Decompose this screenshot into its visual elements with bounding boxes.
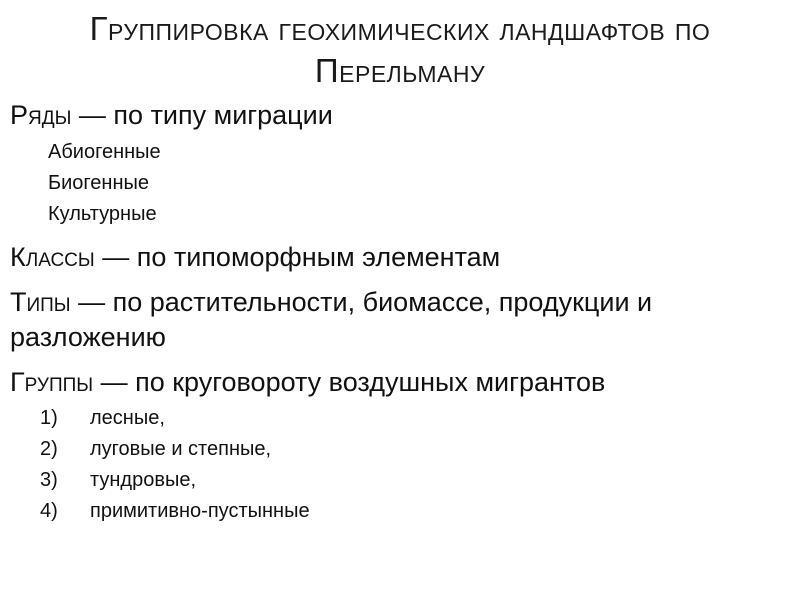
list-item: Культурные <box>48 203 157 225</box>
bullet-ryady <box>10 98 780 133</box>
bullet-lead: Классы <box>10 242 95 272</box>
item-text: тундровые, <box>90 469 197 491</box>
item-number: 3) <box>40 469 58 491</box>
item-number: 2) <box>40 438 58 460</box>
numbered-item <box>40 434 780 465</box>
item-text: примитивно-пустынные <box>90 500 310 522</box>
bullet-lead: Типы <box>10 287 71 317</box>
groups-numbered-list <box>40 403 780 527</box>
migration-types-list <box>48 137 780 230</box>
bullet-klassy <box>10 240 780 275</box>
list-item: Биогенные <box>48 172 149 194</box>
bullet-text: — по типоморфным элементам <box>94 242 501 272</box>
item-text: луговые и степные, <box>90 438 272 460</box>
item-number: 4) <box>40 500 58 522</box>
slide-content <box>10 98 780 527</box>
bullet-text: — по круговороту воздушных мигрантов <box>93 367 606 397</box>
bullet-lead: Группы <box>10 367 94 397</box>
numbered-item <box>40 465 780 496</box>
bullet-lead: Ряды <box>10 100 72 130</box>
item-number: 1) <box>40 407 58 429</box>
numbered-item <box>40 496 780 527</box>
bullet-text: — по растительности, биомассе, продукции и разложению <box>10 287 653 352</box>
slide-title: Группировка геохимических ландшафтов по Перельману <box>89 10 711 89</box>
list-item: Абиогенные <box>48 141 161 163</box>
bullet-tipy <box>10 285 780 355</box>
numbered-item <box>40 403 780 434</box>
bullet-text: — по типу миграции <box>71 100 333 130</box>
item-text: лесные, <box>90 407 165 429</box>
bullet-gruppy <box>10 365 780 400</box>
